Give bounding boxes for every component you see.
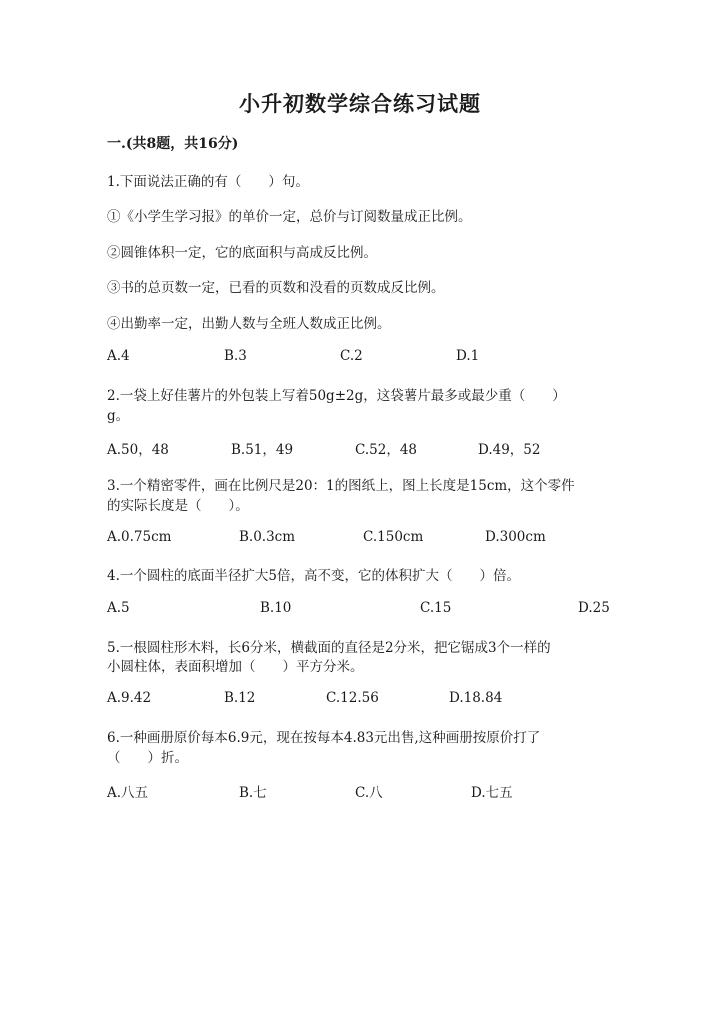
question-6-option-d: D.七五 [471,785,513,801]
question-3-stem-line-1: 3.一个精密零件，画在比例尺是20：1的图纸上，图上长度是15cm，这个零件 [107,478,575,494]
question-6-stem-line-1: 6.一种画册原价每本6.9元，现在按每本4.83元出售,这种画册按原价打了 [107,730,541,746]
question-5-option-b: B.12 [224,690,256,706]
question-4-option-b: B.10 [260,600,292,616]
question-1-option-a: A.4 [107,348,130,364]
question-5-stem-line-1: 5.一根圆柱形木料，长6分米，横截面的直径是2分米，把它锯成3个一样的 [107,640,551,656]
question-4-option-d: D.25 [578,600,610,616]
question-1-option-d: D.1 [456,348,480,364]
question-6-stem-line-2: （ ）折。 [107,750,188,766]
question-5-option-a: A.9.42 [107,690,152,706]
question-6-option-a: A.八五 [107,785,149,801]
question-2-stem-line-2: g。 [107,408,130,424]
section-heading: 一.(共8题，共16分) [107,136,239,152]
question-3-stem-line-2: 的实际长度是（ ）。 [107,498,249,514]
question-1-statement-3: ③书的总页数一定，已看的页数和没看的页数成反比例。 [107,280,445,296]
question-1-option-b: B.3 [224,348,247,364]
question-1-statement-4: ④出勤率一定，出勤人数与全班人数成正比例。 [107,316,391,332]
question-2-stem-line-1: 2.一袋上好佳薯片的外包装上写着50g±2g，这袋薯片最多或最少重（ ） [107,388,566,404]
question-3-option-a: A.0.75cm [107,529,172,545]
question-3-option-b: B.0.3cm [239,529,296,545]
question-1-statement-2: ②圆锥体积一定，它的底面积与高成反比例。 [107,245,377,261]
question-4-option-a: A.5 [107,600,130,616]
question-2-option-b: B.51，49 [231,442,294,458]
question-1-statement-1: ①《小学生学习报》的单价一定，总价与订阅数量成正比例。 [107,209,472,225]
question-1-stem: 1.下面说法正确的有（ ）句。 [107,174,309,190]
question-4-option-c: C.15 [420,600,452,616]
page-title: 小升初数学综合练习试题 [239,91,481,116]
question-2-option-d: D.49，52 [478,442,541,458]
question-3-option-d: D.300cm [485,529,546,545]
question-5-option-d: D.18.84 [449,690,503,706]
question-5-option-c: C.12.56 [326,690,379,706]
question-3-option-c: C.150cm [363,529,424,545]
question-5-stem-line-2: 小圆柱体，表面积增加（ ）平方分米。 [107,659,364,675]
question-6-option-c: C.八 [355,785,383,801]
question-2-option-c: C.52，48 [355,442,417,458]
question-6-option-b: B.七 [239,785,267,801]
question-1-option-c: C.2 [340,348,363,364]
question-2-option-a: A.50，48 [107,442,169,458]
question-4-stem: 4.一个圆柱的底面半径扩大5倍，高不变，它的体积扩大（ ）倍。 [107,568,520,584]
